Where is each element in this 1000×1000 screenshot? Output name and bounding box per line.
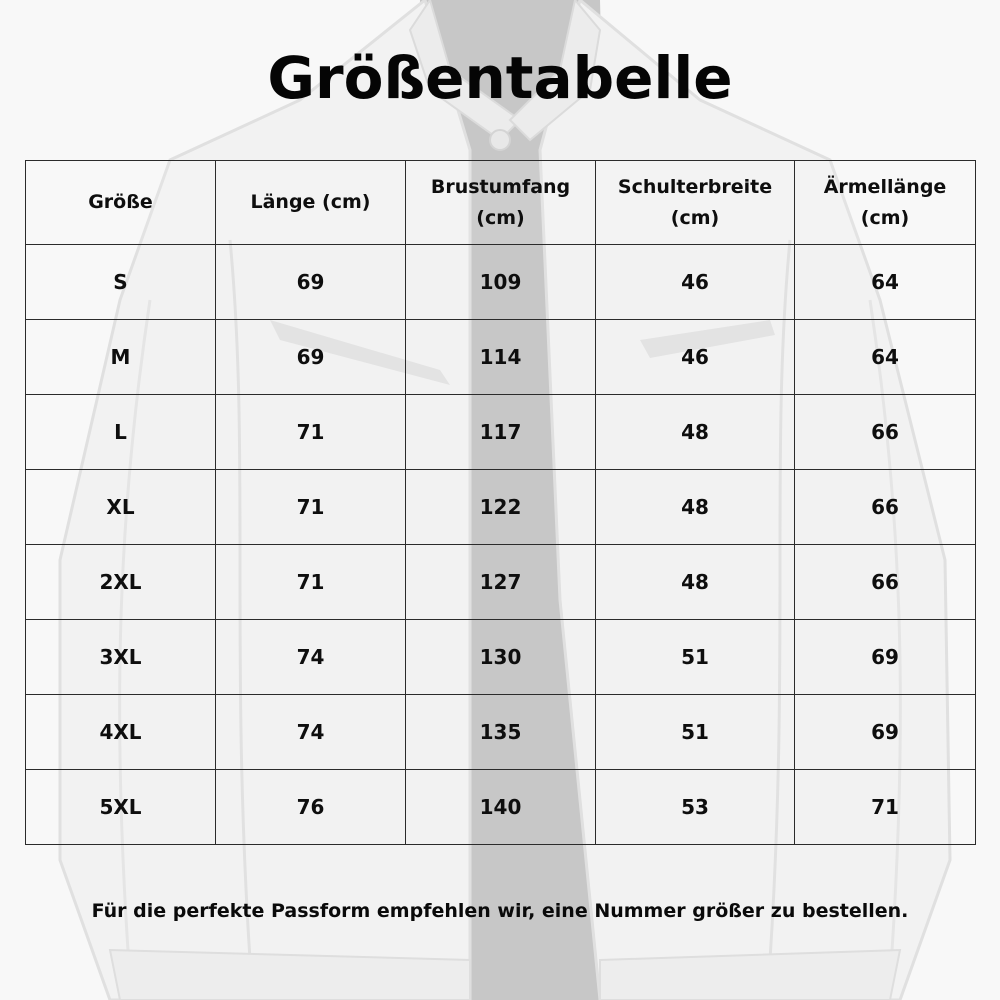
shoulder-cell: 51 (596, 620, 795, 695)
chest-cell: 109 (406, 245, 596, 320)
header-sleeve (795, 161, 976, 245)
header-length (216, 161, 406, 245)
length-cell: 76 (216, 770, 406, 845)
shoulder-cell: 46 (596, 245, 795, 320)
size-cell: XL (26, 470, 216, 545)
sleeve-cell: 66 (795, 470, 976, 545)
sleeve-cell: 71 (795, 770, 976, 845)
size-cell: L (26, 395, 216, 470)
length-cell: 69 (216, 320, 406, 395)
header-line: Ärmellänge (823, 175, 947, 198)
header-line: Länge (cm) (250, 191, 371, 213)
sleeve-cell: 64 (795, 320, 976, 395)
header-line: (cm) (476, 206, 525, 229)
table-header-row (26, 161, 976, 245)
shoulder-cell: 46 (596, 320, 795, 395)
chest-cell: 122 (406, 470, 596, 545)
fit-recommendation-note: Für die perfekte Passform empfehlen wir, eine Nummer größer zu bestellen. (91, 900, 909, 922)
sleeve-cell: 69 (795, 620, 976, 695)
size-cell: S (26, 245, 216, 320)
header-shoulder (596, 161, 795, 245)
table-row (26, 395, 976, 470)
size-cell: 2XL (26, 545, 216, 620)
header-line: Größe (88, 191, 153, 213)
size-cell: M (26, 320, 216, 395)
header-line: (cm) (860, 206, 910, 229)
header-size (26, 161, 216, 245)
size-cell: 5XL (26, 770, 216, 845)
table-row (26, 470, 976, 545)
table-row (26, 320, 976, 395)
length-cell: 74 (216, 695, 406, 770)
shoulder-cell: 48 (596, 545, 795, 620)
sleeve-cell: 66 (795, 395, 976, 470)
chest-cell: 130 (406, 620, 596, 695)
length-cell: 69 (216, 245, 406, 320)
size-cell: 4XL (26, 695, 216, 770)
table-row (26, 695, 976, 770)
sleeve-cell: 64 (795, 245, 976, 320)
table-row (26, 770, 976, 845)
shoulder-cell: 53 (596, 770, 795, 845)
chest-cell: 117 (406, 395, 596, 470)
table-row (26, 545, 976, 620)
header-line: (cm) (670, 206, 720, 229)
size-cell: 3XL (26, 620, 216, 695)
table-body (26, 245, 976, 845)
chest-cell: 114 (406, 320, 596, 395)
length-cell: 71 (216, 470, 406, 545)
table-row (26, 620, 976, 695)
page-title: Größentabelle (267, 44, 733, 112)
shoulder-cell: 51 (596, 695, 795, 770)
sleeve-cell: 69 (795, 695, 976, 770)
table-row (26, 245, 976, 320)
shoulder-cell: 48 (596, 470, 795, 545)
length-cell: 71 (216, 395, 406, 470)
shoulder-cell: 48 (596, 395, 795, 470)
chest-cell: 135 (406, 695, 596, 770)
chest-cell: 140 (406, 770, 596, 845)
length-cell: 74 (216, 620, 406, 695)
header-line: Brustumfang (430, 175, 571, 198)
length-cell: 71 (216, 545, 406, 620)
size-chart-table (25, 160, 976, 845)
header-chest (406, 161, 596, 245)
chest-cell: 127 (406, 545, 596, 620)
header-line: Schulterbreite (617, 175, 773, 198)
sleeve-cell: 66 (795, 545, 976, 620)
